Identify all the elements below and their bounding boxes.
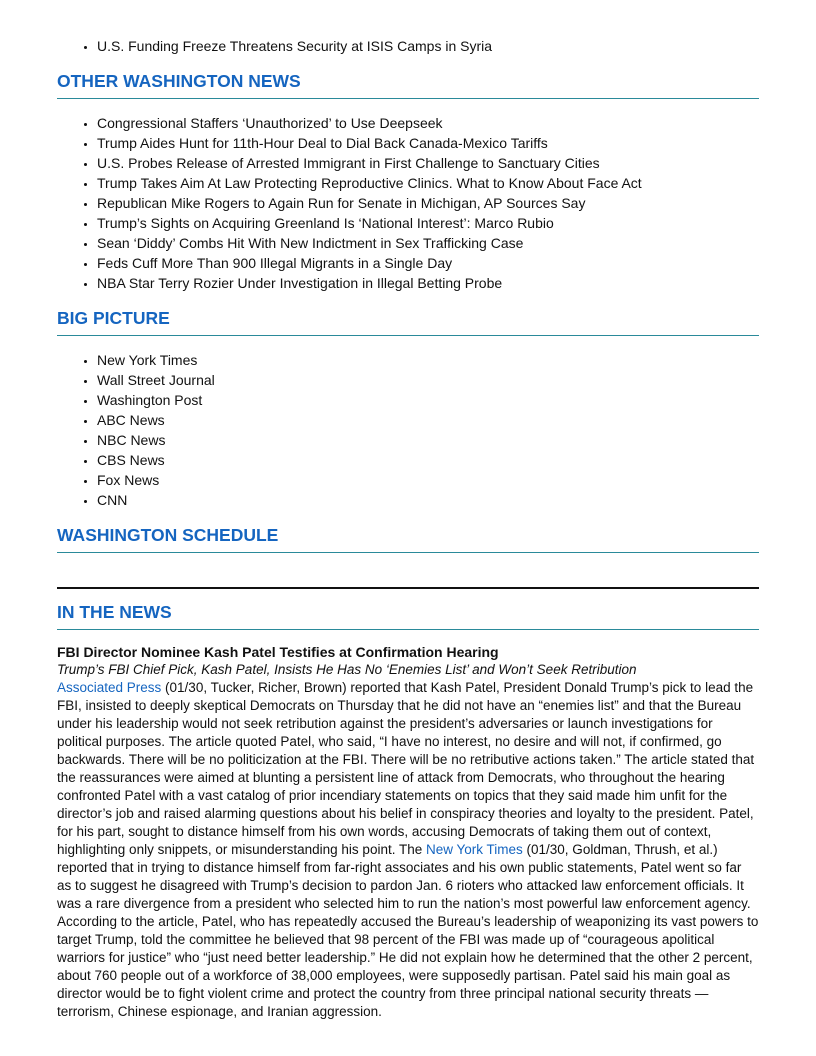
list-item[interactable]: • Fox News — [97, 470, 759, 490]
section-heading-big-picture: BIG PICTURE — [57, 307, 759, 336]
article-body-part-2: (01/30, Goldman, Thrush, et al.) reported that in trying to distance himself from far-right associates and his own public statements, Patel went so far as to suggest he disagreed with Trump’s decision to pardon Jan. 6 rioters who attacked law enforcement officials. It was a rare divergence from a president who selected him to run the nation’s most powerful law enforcement agency. According to the article, Patel, who has repeatedly accused the Bureau’s leadership of weaponizing its vast powers to target Trump, told the committee he believed that 98 percent of the FBI was made up of “courageous apolitical warriors for justice” who “just need better leadership.” He did not explain how he determined that the other 2 percent, about 760 people out of a workforce of 38,000 employees, were supposedly partisan. Patel said his main goal as director would be to fight violent crime and protect the country from three principal national security threats — terrorism, Chinese espionage, and Iranian aggression. — [57, 842, 759, 1019]
list-item[interactable]: • Trump Takes Aim At Law Protecting Reproductive Clinics. What to Know About Face Act — [97, 173, 759, 193]
list-item[interactable]: • Trump’s Sights on Acquiring Greenland Is ‘National Interest’: Marco Rubio — [97, 213, 759, 233]
list-item[interactable]: • NBA Star Terry Rozier Under Investigation in Illegal Betting Probe — [97, 273, 759, 293]
source-link-new-york-times[interactable]: New York Times — [425, 842, 523, 857]
list-item[interactable]: • NBC News — [97, 430, 759, 450]
section-heading-washington-schedule: WASHINGTON SCHEDULE — [57, 524, 759, 553]
list-item[interactable]: • U.S. Funding Freeze Threatens Security at ISIS Camps in Syria — [97, 36, 759, 56]
section-divider — [57, 587, 759, 589]
list-item[interactable]: • ABC News — [97, 410, 759, 430]
list-item[interactable]: • Congressional Staffers ‘Unauthorized’ to Use Deepseek — [97, 113, 759, 133]
article-title: FBI Director Nominee Kash Patel Testifies at Confirmation Hearing — [57, 644, 499, 660]
schedule-empty-area — [57, 553, 759, 587]
article-body-part-1: (01/30, Tucker, Richer, Brown) reported that Kash Patel, President Donald Trump’s pick to lead the FBI, insisted to deeply skeptical Democrats on Thursday that he did not have an “enemies list” and that the Bureau under his leadership would not seek retribution against the president’s adversaries or launch investigations for political purposes. The article quoted Patel, who said, “I have no interest, no desire and will not, if confirmed, go backwards. There will be no politicization at the FBI. There will be no retributive actions taken.” The article stated that the reassurances were aimed at blunting a persistent line of attack from Democrats, who throughout the hearing confronted Patel with a vast catalog of prior incendiary statements on topics that they said made him unfit for the director’s job and raised alarming questions about his belief in conspiracy theories and loyalty to the president. Patel, for his part, sought to distance himself from his own words, accusing Democrats of taking them out of context, highlighting only snippets, or misunderstanding his point. The — [57, 680, 755, 857]
news-article — [57, 643, 759, 1021]
list-item[interactable]: • CBS News — [97, 450, 759, 470]
section-heading-in-the-news: IN THE NEWS — [57, 601, 759, 630]
top-news-list — [57, 36, 759, 56]
section-heading-other-washington: OTHER WASHINGTON NEWS — [57, 70, 759, 99]
list-item[interactable]: • Republican Mike Rogers to Again Run for Senate in Michigan, AP Sources Say — [97, 193, 759, 213]
list-item[interactable]: • U.S. Probes Release of Arrested Immigrant in First Challenge to Sanctuary Cities — [97, 153, 759, 173]
article-subtitle: Trump’s FBI Chief Pick, Kash Patel, Insists He Has No ‘Enemies List’ and Won’t Seek Retribution — [57, 662, 637, 677]
article-body — [57, 679, 759, 1021]
list-item[interactable]: • Feds Cuff More Than 900 Illegal Migrants in a Single Day — [97, 253, 759, 273]
list-item[interactable]: • Washington Post — [97, 390, 759, 410]
big-picture-list — [57, 350, 759, 510]
list-item[interactable]: • CNN — [97, 490, 759, 510]
other-washington-news-list — [57, 113, 759, 293]
list-item[interactable]: • Sean ‘Diddy’ Combs Hit With New Indictment in Sex Trafficking Case — [97, 233, 759, 253]
source-link-associated-press[interactable]: Associated Press — [57, 680, 162, 695]
list-item[interactable]: • Wall Street Journal — [97, 370, 759, 390]
list-item[interactable]: • Trump Aides Hunt for 11th-Hour Deal to Dial Back Canada-Mexico Tariffs — [97, 133, 759, 153]
document-page — [57, 0, 759, 1021]
list-item[interactable]: • New York Times — [97, 350, 759, 370]
